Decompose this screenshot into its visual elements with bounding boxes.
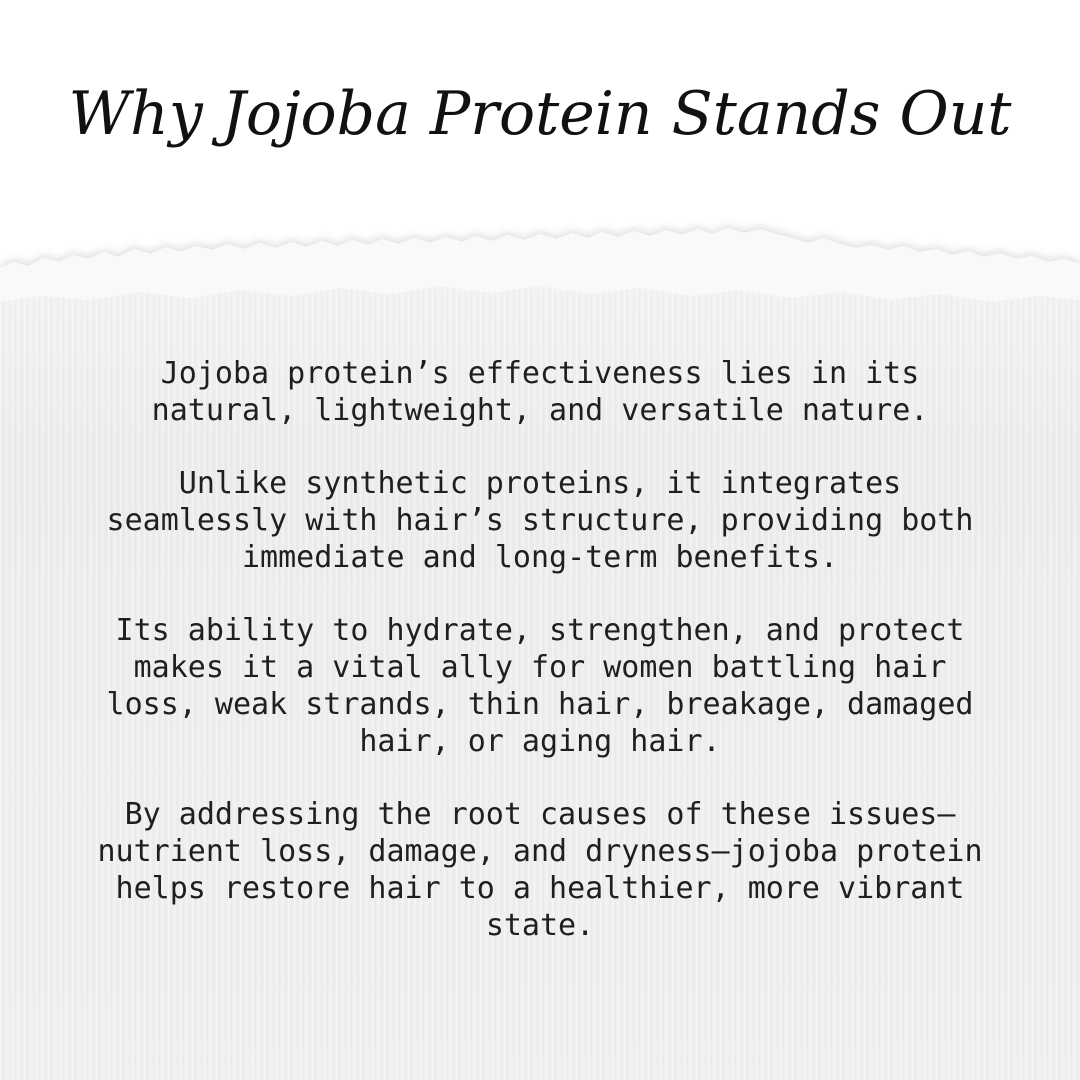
- paragraph: Unlike synthetic proteins, it integrates seamlessly with hair’s structure, providing both immediate and long-term benefits.: [106, 466, 974, 575]
- body-text: [80, 355, 1000, 980]
- paragraph: Jojoba protein’s effectiveness lies in its natural, lightweight, and versatile nature.: [151, 356, 929, 428]
- paragraph: Its ability to hydrate, strengthen, and protect makes it a vital ally for women battling hair loss, weak strands, thin hair, breakage, damaged hair, or aging hair.: [106, 613, 974, 759]
- page-title: Why Jojoba Protein Stands Out: [68, 79, 1012, 149]
- paragraph: By addressing the root causes of these issues—nutrient loss, damage, and dryness—jojoba protein helps restore hair to a healthier, more vibrant state.: [97, 797, 983, 943]
